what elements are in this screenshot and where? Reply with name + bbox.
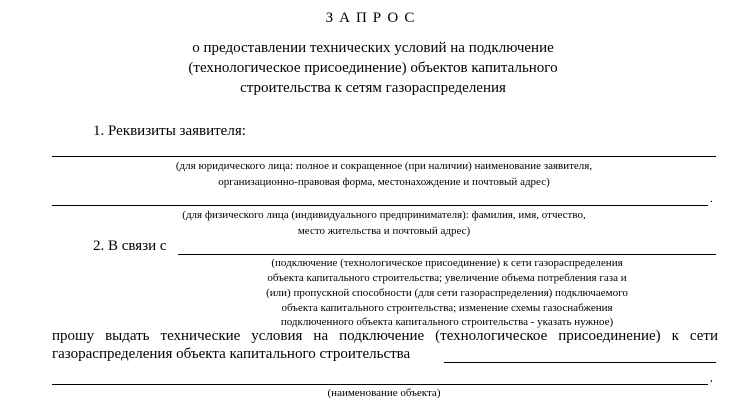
end-mark-comma: ,: [710, 372, 713, 384]
object-hint: (наименование объекта): [327, 387, 441, 399]
individual-hint-line-2: место жительства и почтовый адрес): [297, 225, 471, 237]
object-name-field-inline[interactable]: [444, 362, 716, 363]
reason-hint-line-3: (или) пропускной способности (для сети газораспределения) подключаемого: [266, 287, 628, 299]
reason-hint-line-1: (подключение (технологическое присоединение) к сети газораспределения: [271, 257, 623, 269]
document-title: ЗАПРОС: [325, 10, 421, 26]
section-1-label: 1. Реквизиты заявителя:: [93, 123, 246, 139]
request-line-1: прошу выдать технические условия на подключение (технологическое присоединение) к сети: [52, 328, 718, 344]
subtitle-line-2: (технологическое присоединение) объектов капитального: [188, 60, 558, 76]
request-line-2: газораспределения объекта капитального строительства: [52, 346, 411, 362]
subtitle-line-1: о предоставлении технических условий на подключение: [192, 40, 554, 56]
applicant-individual-field[interactable]: [52, 205, 708, 206]
legal-hint-line-2: организационно-правовая форма, местонахождение и почтовый адрес): [218, 176, 550, 188]
reason-hint-line-2: объекта капитального строительства; увеличение объема потребления газа и: [267, 272, 627, 284]
applicant-legal-field[interactable]: [52, 156, 716, 157]
end-mark-period: .: [710, 193, 713, 205]
reason-hint-line-5: подключенного объекта капитального строительства - указать нужное): [280, 316, 614, 328]
subtitle-line-3: строительства к сетям газораспределения: [240, 80, 506, 96]
individual-hint-line-1: (для физического лица (индивидуального предпринимателя): фамилия, имя, отчество,: [182, 209, 586, 221]
section-2-label: 2. В связи с: [93, 238, 167, 254]
reason-hint-line-4: объекта капитального строительства; изменение схемы газоснабжения: [281, 302, 613, 314]
legal-hint-line-1: (для юридического лица: полное и сокращенное (при наличии) наименование заявителя,: [175, 160, 593, 172]
